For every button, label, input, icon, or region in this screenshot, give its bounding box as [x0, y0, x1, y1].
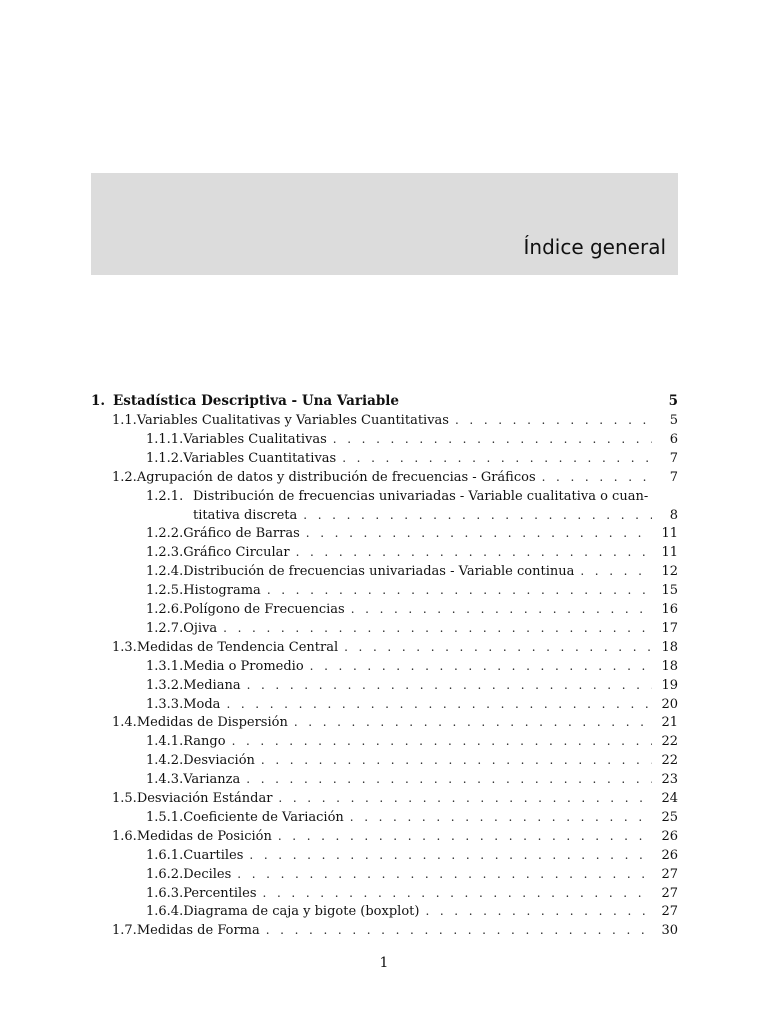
toc-entry-page: 25 [661, 809, 678, 825]
toc-entry-title: Cuartiles [183, 847, 244, 863]
toc-entry-title: Percentiles [183, 885, 257, 901]
toc-entry-number: 1.2.1. [146, 488, 184, 504]
toc-entry-page: 24 [661, 791, 678, 806]
toc-entry[interactable] [112, 411, 678, 430]
toc-entry-number: 1.1. [112, 413, 137, 428]
toc-entry-page: 20 [661, 696, 678, 712]
toc-leader [267, 581, 652, 600]
toc-entry-page: 21 [661, 715, 678, 731]
toc-leader [455, 411, 652, 430]
toc-entry-title: Mediana [183, 677, 241, 693]
toc-entry[interactable] [112, 789, 678, 808]
toc-entry[interactable] [146, 751, 678, 770]
toc-entry-page: 5 [669, 413, 678, 428]
toc-entry-page: 30 [661, 923, 678, 939]
toc-entry-number: 1.2.3. [146, 545, 184, 561]
toc-leader [303, 506, 652, 525]
toc-entry-title: Ojiva [183, 620, 218, 636]
toc-leader [232, 732, 652, 751]
toc-entry-number: 1.1.2. [146, 450, 184, 466]
toc-entry-number: 1.4. [112, 715, 137, 731]
toc-leader [223, 619, 652, 638]
toc-entry-title: Polígono de Frecuencias [183, 602, 345, 617]
toc-entry-title: Diagrama de caja y bigote (boxplot) [183, 904, 420, 920]
toc-entry-number: 1.2.6. [146, 602, 184, 617]
toc-entry-page: 26 [661, 847, 678, 863]
toc-entry-page: 8 [669, 507, 678, 523]
toc-entry-page: 7 [669, 450, 678, 466]
toc-entry-title: Medidas de Forma [136, 923, 260, 939]
toc-entry[interactable] [146, 600, 678, 619]
toc-entry-page: 19 [661, 677, 678, 693]
toc-leader [263, 884, 652, 903]
toc-entry-title: Medidas de Tendencia Central [136, 639, 339, 655]
toc-leader [344, 638, 652, 657]
toc-leader [310, 657, 652, 676]
toc-entry[interactable] [146, 581, 678, 600]
toc-leader [351, 600, 652, 619]
toc-entry[interactable] [146, 449, 678, 468]
toc-leader [246, 770, 652, 789]
toc-entry-page: 23 [661, 772, 678, 788]
toc-leader [350, 808, 652, 827]
toc-leader [342, 449, 652, 468]
toc-entry[interactable] [146, 732, 678, 751]
toc-leader [247, 676, 652, 695]
toc-entry-page: 22 [661, 734, 678, 750]
toc-entry-page: 17 [661, 620, 678, 636]
toc-entry-page: 6 [669, 431, 678, 447]
toc-entry-page: 11 [661, 545, 678, 561]
toc-entry[interactable] [112, 921, 678, 940]
page-number: 1 [379, 955, 389, 971]
toc-leader [266, 921, 652, 940]
toc-entry[interactable] [146, 543, 678, 562]
toc-leader [333, 430, 652, 449]
toc-entry-page: 22 [661, 753, 678, 769]
toc-entry-number: 1.2.7. [146, 620, 184, 636]
toc-entry-page: 26 [661, 828, 678, 844]
toc-entry[interactable] [112, 468, 678, 487]
toc-entry-number: 1.3.1. [146, 658, 184, 674]
toc-entry-title: Gráfico Circular [183, 545, 290, 561]
toc-entry-title: Distribución de frecuencias univariadas - Variable continua [183, 564, 575, 580]
toc-entry-page: 27 [661, 885, 678, 901]
toc-entry-number: 1.5.1. [146, 809, 184, 825]
toc-entry-number: 1.4.2. [146, 753, 184, 769]
toc-entry-number: 1.2.4. [146, 564, 184, 580]
toc-entry[interactable] [146, 619, 678, 638]
toc-entry-number: 1.2.5. [146, 583, 184, 599]
toc-leader [261, 751, 652, 770]
toc-entry-title: Variables Cualitativas y Variables Cuantitativas [136, 413, 449, 428]
toc-entry-title: Histograma [183, 583, 261, 599]
toc-entry-title: Coeficiente de Variación [183, 809, 344, 825]
toc-entry-number: 1.4.1. [146, 734, 184, 750]
toc-entry-title: Varianza [183, 772, 241, 788]
toc-entry-number: 1.6.4. [146, 904, 184, 920]
toc-entry-page: 18 [661, 639, 678, 655]
toc-leader [249, 846, 652, 865]
toc-entry-page: 15 [661, 583, 678, 599]
toc-entry[interactable] [146, 695, 678, 714]
toc-leader [542, 468, 652, 487]
toc-chapter-page: 5 [668, 393, 678, 409]
toc-entry[interactable] [146, 884, 678, 903]
toc-entry-title: Media o Promedio [183, 658, 304, 674]
toc-entry[interactable] [146, 487, 678, 506]
toc-entry-page: 27 [661, 904, 678, 920]
toc-entry-number: 1.4.3. [146, 772, 184, 788]
toc-leader [294, 713, 652, 732]
toc-entry-number: 1.3.3. [146, 696, 184, 712]
toc-entry[interactable] [146, 770, 678, 789]
toc-entry-continuation[interactable] [193, 506, 678, 525]
toc-entry-title: Distribución de frecuencias univariadas - Variable cualitativa o cuan- [193, 488, 649, 504]
toc-entry-number: 1.3. [112, 639, 137, 655]
toc-entry-number: 1.6.1. [146, 847, 184, 863]
toc-entry[interactable] [146, 902, 678, 921]
toc-chapter-entry[interactable] [91, 392, 678, 411]
toc-entry[interactable] [146, 430, 678, 449]
toc-entry-number: 1.6.2. [146, 866, 184, 882]
toc-entry-title: Medidas de Dispersión [136, 715, 288, 731]
toc-entry-title: Deciles [183, 866, 232, 882]
toc-entry[interactable] [146, 846, 678, 865]
toc-entry-page: 16 [661, 602, 678, 617]
toc-entry-page: 18 [661, 658, 678, 674]
toc-entry[interactable] [146, 562, 678, 581]
toc-entry-title: Medidas de Posición [136, 828, 272, 844]
toc-entry-number: 1.6. [112, 828, 137, 844]
toc-entry[interactable] [146, 676, 678, 695]
toc-entry-number: 1.2. [112, 469, 137, 485]
toc-leader [237, 865, 652, 884]
toc-entry[interactable] [146, 657, 678, 676]
toc-leader [425, 902, 652, 921]
toc-entry-number: 1.5. [112, 791, 137, 806]
toc-entry-page: 12 [661, 564, 678, 580]
toc-entry-title: Desviación Estándar [136, 791, 273, 806]
page-title: Índice general [523, 235, 666, 259]
toc-entry-title: Variables Cuantitativas [183, 450, 337, 466]
toc-entry-page: 11 [661, 526, 678, 542]
toc-entry-number: 1.1.1. [146, 431, 184, 447]
toc-entry[interactable] [112, 713, 678, 732]
toc-entry-number: 1.6.3. [146, 885, 184, 901]
toc-entry-title-continued: titativa discreta [193, 507, 298, 523]
toc-leader [278, 827, 652, 846]
toc-entry-number: 1.7. [112, 923, 137, 939]
toc-chapter-title: Estadística Descriptiva - Una Variable [113, 393, 399, 409]
chapter-header-box [91, 173, 678, 275]
toc-entry[interactable] [112, 827, 678, 846]
toc-entry-page: 7 [669, 469, 678, 485]
toc-entry-title: Gráfico de Barras [183, 526, 300, 542]
toc-leader [278, 789, 652, 808]
toc-entry-title: Rango [183, 734, 226, 750]
toc-entry-page: 27 [661, 866, 678, 882]
toc-leader [226, 695, 652, 714]
toc-entry[interactable] [112, 638, 678, 657]
toc-entry-number: 1.2.2. [146, 526, 184, 542]
toc-chapter-number: 1. [91, 393, 106, 409]
toc-entry[interactable] [146, 808, 678, 827]
toc-entry[interactable] [146, 865, 678, 884]
toc-leader [580, 562, 652, 581]
toc-entry[interactable] [146, 524, 678, 543]
toc-entry-title: Moda [183, 696, 221, 712]
toc-entry-number: 1.3.2. [146, 677, 184, 693]
toc-leader [296, 543, 652, 562]
toc-entry-title: Desviación [183, 753, 255, 769]
toc-entry-title: Agrupación de datos y distribución de frecuencias - Gráficos [136, 469, 536, 485]
toc-leader [306, 524, 652, 543]
toc-entry-title: Variables Cualitativas [183, 431, 327, 447]
